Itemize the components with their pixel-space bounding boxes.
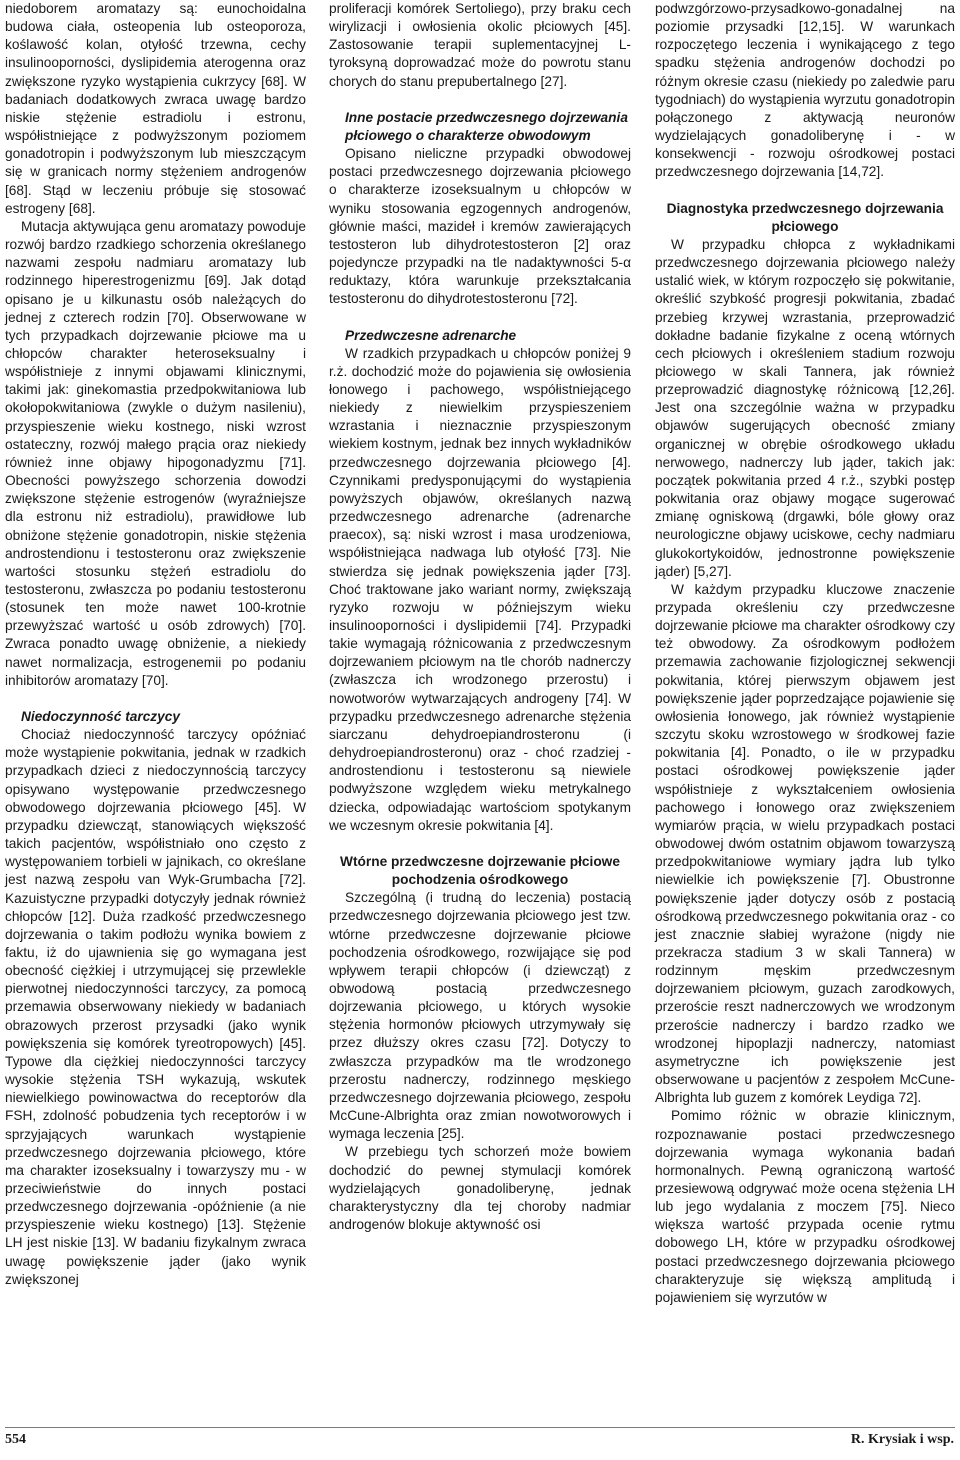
- text-column-left: [5, 0, 306, 1289]
- paragraph: W rzadkich przypadkach u chłopców poniżej 9 r.ż. dochodzić może do pojawienia się owłosienia łonowego i pachowego, współistniejącego niekiedy z niewielkim przyspieszeniem wzrastania i nieznacznie przyspieszonym wiekiem kostnym, jednak bez innych wykładników przedwczesnego dojrzewania płciowego [4]. Czynnikami predysponującymi do wystąpienia powyższych objawów, określanych nazwą przedwczesnego adrenarche (adrenarche praecox), są: niski wzrost i masa urodzeniowa, współistniejąca nadwaga lub otyłość [73]. Nie stwierdza się jednak powiększenia jąder [73]. Choć traktowane jako wariant normy, zwiększają ryzyko rozwoju w późniejszym wieku insulinooporności i dyslipidemii [74]. Przypadki takie wymagają różnicowania z przedwczesnym dojrzewaniem płciowym na tle chorób nadnerczy (zwłaszcza ich wrodzonego przerostu) i nowotworów wytwarzających androgeny [74]. W przypadku przedwczesnego adrenarche stężenia siarczanu dehydroepiandrosteronu (i dehydroepiandrosteronu) oraz - choć rzadziej - androstendionu i testosteronu są niewiele podwyższone względem wieku metrykalnego dziecka, odpowiadając wartościom spotykanym we wczesnym okresie pokwitania [4].: [329, 345, 632, 833]
- paragraph: Pomimo różnic w obrazie klinicznym, rozpoznawanie postaci przedwczesnego dojrzewania wymaga wykonania badań hormonalnych. Pewną ograniczoną wartość przesiewową odgrywać może ocena stężenia LH lub jego wydalania z moczem [75]. Nieco większa wartość przypada ocenie rytmu dobowego LH, które w przypadku ośrodkowej postaci przedwczesnego dojrzewania płciowego charakteryzuje się większą amplitudą i pojawieniem się wyrzutów w: [655, 1108, 955, 1305]
- paragraph: Mutacja aktywująca genu aromatazy powoduje rozwój bardzo rzadkiego schorzenia określanego nazwami zespołu nadmiaru aromatazy lub rodzinnego hiperestrogenizmu [69]. Jak dotąd opisano je u kilkunastu osób należących do jednej z czterech rodzin [70]. Obserwowane w tych przypadkach dojrzewanie płciowe ma u chłopców charakter heteroseksualny i współistnieje z innymi objawami klinicznymi, takimi jak: ginekomastia przedpokwitaniowa lub okołopokwitaniowa (zwykle o dużym nasileniu), przyspieszenie wieku kostnego, niski wzrost ostateczny, rozwój małego prącia oraz niekiedy również inne objawy hipogonadyzmu [71]. Obecności powyższego schorzenia dowodzi zwiększone stężenie estrogenów (wyraźniejsze dla estronu niż estradiolu), prawidłowe lub obniżone stężenie gonadotropin, niskie stężenia androstendionu i testosteronu oraz zwiększenie wartości stosunku stężeń estradiolu do testosteronu, zwłaszcza po podaniu testosteronu (stosunek ten może nawet 100-krotnie przewyższać wartość u osób zdrowych) [70]. Zwraca ponadto uwagę obniżenie, a niekiedy nawet normalizacja, estrogenemii po podaniu inhibitorów aromatazy [70].: [5, 218, 306, 688]
- paragraph: W przypadku chłopca z wykładnikami przedwczesnego dojrzewania płciowego należy ustalić wiek, w którym rozpoczęło się pokwitanie, określić szybkość progresji pokwitania, zbadać przebieg krzywej wzrastania, przeprowadzić dokładne badanie fizykalne z oceną wtórnych cech płciowych i określeniem stadium rozwoju płciowego w skali Tannera, jak również przeprowadzić diagnostykę różnicową [12,26]. Jest ona szczególnie ważna w przypadku objawów sugerujących obecność zmiany organicznej w obrębie ośrodkowego układu nerwowego, nadnerczy lub jąder, takich jak: początek pokwitania przed 4 r.ż., szybki postęp pokwitania oraz objawy mogące sugerować zmianę ogniskową (drgawki, bóle głowy oraz neurologiczne objawy uciskowe, cechy nadmiaru glukokortykoidów, jednostronne powiększenie jąder) [5,27].: [655, 236, 955, 579]
- paragraph: W każdym przypadku kluczowe znaczenie przypada określeniu czy przedwczesne dojrzewanie płciowe ma charakter ośrodkowy czy też obwodowy. Za ośrodkowym podłożem przemawia zachowanie fizjologicznej sekwencji pokwitania, której pierwszym objawem jest powiększenie jąder poprzedzające pojawienie się owłosienia łonowego, jak również wystąpienie szczytu skoku wzrostowego w środkowej fazie pokwitania [4]. Ponadto, o ile w przypadku postaci ośrodkowej powiększenie jąder współistnieje z wykształceniem owłosienia pachowego i łonowego oraz zwiększeniem wymiarów prącia, w wielu przypadkach postaci obwodowej dwóm ostatnim objawom towarzyszą przedpokwitaniowe wymiary jądra lub tylko niewielkie ich powiększenie [7]. Obustronne powiększenie jąder dotyczy osób z postacią ośrodkową przedwczesnego pokwitania oraz - co jest znacznie słabiej wyrażone (nigdy nie przekracza stadium 3 w skali Tannera) w rodzinnym męskim przedwczesnym dojrzewaniem płciowym, guzach zarodkowych, przeroście reszt nadnerczowych we wrodzonym przeroście nadnerczy i bardzo rzadko we wrodzonej hipoplazji nadnerczy, natomiast asymetryczne ich powiększenie jest obserwowane u pacjentów z zespołem McCune-Albrighta lub guzem z komórek Leydiga 72].: [655, 581, 955, 1106]
- section-heading: Niedoczynność tarczycy: [21, 708, 180, 724]
- paragraph: W przebiegu tych schorzeń może bowiem dochodzić do pewnej stymulacji komórek wydzielających gonadoliberynę, jednak charakterystyczny dla tej choroby nadmiar androgenów blokuje aktywność osi: [329, 1144, 631, 1232]
- page-number: 554: [5, 1432, 26, 1447]
- text-column-right: [655, 0, 955, 1307]
- running-author: R. Krysiak i wsp.: [850, 1432, 954, 1447]
- section-heading: Diagnostyka przedwczesnego dojrzewania płciowego: [666, 200, 944, 234]
- paragraph: proliferacji komórek Sertoliego), przy braku cech wirylizacji i owłosienia okolic płciowych [45]. Zastosowanie terapii suplementacyjnej L-tyroksyną doprowadzać może do powrotu stanu chorych do stanu prepubertalnego [27].: [329, 1, 631, 89]
- paragraph: Chociaż niedoczynność tarczycy opóźniać może wystąpienie pokwitania, jednak w rzadkich przypadkach dzieci z niedoczynnością tarczycy opisywano występowanie przedwczesnego obwodowego dojrzewania płciowego [45]. W przypadku dziewcząt, stanowiących większość takich pacjentów, współistniało ono często z występowaniem torbieli w jajnikach, co określane jest nazwą zespołu van Wyk-Grumbacha [72]. Kazuistyczne przypadki dotyczyły jednak również chłopców [12]. Duża rzadkość przedwczesnego dojrzewania o takim podłożu wynika bowiem z faktu, iż do ujawnienia się go wymagana jest obecność ciężkiej i utrzymującej się przewlekle pierwotnej niedoczynności tarczycy, za pomocą przemawia obserwowany niekiedy w badaniach obrazowych przerost przysadki (jako wynik powiększenia się komórek tyreotropowych) [45]. Typowe dla ciężkiej niedoczynności tarczycy wysokie stężenia TSH wykazują, wskutek niewielkiego powinowactwa do receptorów dla FSH, zdolność pobudzenia tych receptorów i w sprzyjających warunkach wystąpienie przedwczesnego dojrzewania płciowego, które ma charakter izoseksualny i towarzyszy mu - w przeciwieństwie do innych postaci przedwczesnego dojrzewania -opóźnienie (a nie przyspieszenie wieku kostnego) [13]. Stężenie LH jest niskie [13]. W badaniu fizykalnym zwraca uwagę powiększenie jąder (jako wynik zwiększonej: [5, 727, 306, 1287]
- paragraph: Szczególną (i trudną do leczenia) postacią przedwczesnego dojrzewania płciowego jest tzw. wtórne przedwczesne dojrzewanie płciowe pochodzenia ośrodkowego, rozwijające się pod wpływem terapii chłopców (i dziewcząt) z obwodową postacią przedwczesnego dojrzewania płciowego, u których wysokie stężenia hormonów płciowych utrzymywały się przez dłuższy okres czasu [72]. Dotyczy to zwłaszcza przypadków ma tle wrodzonego przerostu nadnerczy, rodzinnego męskiego przedwczesnego dojrzewania płciowego, zespołu McCune-Albrighta oraz zmian nowotworowych i wymaga leczenia [25].: [329, 890, 631, 1142]
- paragraph: niedoborem aromatazy są: eunochoidalna budowa ciała, osteopenia lub osteoporoza, koślawość kolan, otyłość trzewna, cechy insulinooporności, dyslipidemia aterogenna oraz zwiększone ryzyko wystąpienia cukrzycy [68]. W badaniach dodatkowych zwraca uwagę bardzo niskie stężenie estradiolu i estronu, współistniejące z podwyższonym poziomem gonadotropin i podwyższonym lub mieszczącym się w granicach normy stężeniem androgenów [68]. Stąd w leczeniu próbuje się stosować estrogeny [68].: [5, 1, 306, 216]
- text-column-middle: [329, 0, 631, 1234]
- paragraph: Opisano nieliczne przypadki obwodowej postaci przedwczesnego dojrzewania płciowego o charakterze izoseksualnym u chłopców w wyniku stosowania egzogennych androgenów, głównie maści, mazideł i kremów zawierających testosteron lub dihydrotestosteron [2] oraz pojedyncze przypadki na tle nadaktywności 5-α reduktazy, która warunkuje przekształcania testosteronu do dihydrotestosteronu [72].: [329, 146, 631, 307]
- footer-divider: [5, 1427, 955, 1428]
- section-heading: Przedwczesne adrenarche: [345, 327, 517, 343]
- section-heading: Wtórne przedwczesne dojrzewanie płciowe pochodzenia ośrodkowego: [340, 853, 620, 888]
- section-heading: Inne postacie przedwczesnego dojrzewania płciowego o charakterze obwodowym: [345, 109, 628, 143]
- paragraph: podwzgórzowo-przysadkowo-gonadalnej na poziomie przysadki [12,15]. W warunkach rozpoczętego leczenia i wynikającego z tego spadku stężenia androgenów dochodzi po różnym okresie czasu (niekiedy po zaledwie paru tygodniach) do wystąpienia wyrzutu gonadotropin połączonego z aktywacją neuronów wydzielających gonadoliberynę i - w konsekwencji - rozwoju ośrodkowej postaci przedwczesnego dojrzewania [14,72].: [655, 1, 955, 180]
